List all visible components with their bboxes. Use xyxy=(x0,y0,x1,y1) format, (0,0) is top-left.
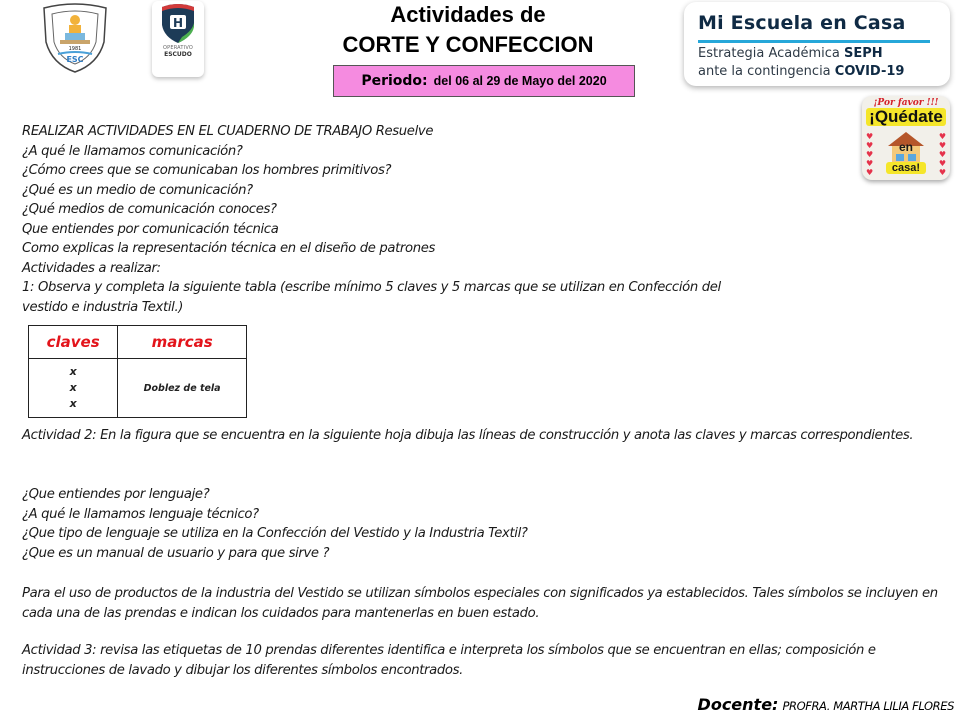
actividad3-paragraph: Actividad 3: revisa las etiquetas de 10 prendas diferentes identifica e interpreta los símbolos que se encuentran en ellas; composición e instrucciones de lavado y dibujar los diferentes símbolos encontrados. xyxy=(22,643,876,678)
svg-text:1981: 1981 xyxy=(68,46,82,52)
mec-heading: Mi Escuela en Casa xyxy=(698,12,906,34)
activity1-line: 1: Observa y completa la siguiente tabla (escribe mínimo 5 claves y 5 marcas que se utilizan en Confección del xyxy=(22,280,721,295)
hearts-right-icon: ♥ ♥ ♥ ♥ ♥ xyxy=(938,132,946,177)
claves-cell xyxy=(29,359,118,418)
question-line: Como explicas la representación técnica en el diseño de patrones xyxy=(22,241,435,256)
actividad2-paragraph: Actividad 2: En la figura que se encuentra en la siguiente hoja dibuja las líneas de construcción y anota las claves y marcas correspondientes. xyxy=(22,428,914,443)
question-line: ¿Cómo crees que se comunicaban los hombres primitivos? xyxy=(22,163,392,178)
activity1-line: vestido e industria Textil.) xyxy=(22,299,184,315)
table-header-row xyxy=(29,326,247,359)
mec-line1: Estrategia Académica SEPH xyxy=(698,46,883,61)
period-banner xyxy=(333,65,635,97)
page-title-line2: CORTE Y CONFECCION xyxy=(342,32,594,57)
instructions-section xyxy=(22,122,721,317)
docente-label: Docente: xyxy=(697,695,779,714)
docente-name: PROFRA. MARTHA LILIA FLORES xyxy=(782,699,954,713)
escudo-shield-icon xyxy=(152,1,204,45)
question-line: Que entiendes por comunicación técnica xyxy=(22,221,279,237)
clave-value: x xyxy=(69,365,77,378)
question-line: ¿A qué le llamamos lenguaje técnico? xyxy=(22,506,259,522)
period-value: del 06 al 29 de Mayo del 2020 xyxy=(433,74,607,88)
sticker-en: en xyxy=(898,140,913,154)
header-marcas: marcas xyxy=(118,326,247,359)
question-line: ¿Que es un manual de usuario y para que sirve ? xyxy=(22,545,330,561)
hearts-left-icon: ♥ ♥ ♥ ♥ ♥ xyxy=(866,132,874,177)
mi-escuela-en-casa-card xyxy=(684,2,950,86)
operativo-escudo-logo xyxy=(152,1,204,77)
school-crest-logo xyxy=(38,2,112,74)
sticker-casa: casa! xyxy=(886,162,926,174)
quedate-en-casa-sticker xyxy=(862,96,950,180)
crest-shield-icon xyxy=(38,2,112,74)
escudo-label-escudo: ESCUDO xyxy=(164,51,192,58)
claves-marcas-table xyxy=(28,325,247,418)
sticker-por-favor: ¡Por favor !!! xyxy=(873,98,939,108)
activities-heading: Actividades a realizar: xyxy=(22,260,161,276)
simbolos-paragraph: Para el uso de productos de la industria del Vestido se utilizan símbolos especiales con significados ya establecidos. Tales símbolos se incluyen en cada una de las prendas e indican los cuidados para mantenerlas en buen estado. xyxy=(22,586,938,621)
question-line: ¿Qué es un medio de comunicación? xyxy=(22,182,253,198)
escudo-label-operativo: OPERATIVO xyxy=(162,45,193,51)
mec-divider xyxy=(698,40,930,43)
svg-text:ESC: ESC xyxy=(66,55,84,64)
clave-value: x xyxy=(69,397,77,410)
question-line: ¿Que entiendes por lenguaje? xyxy=(22,487,210,502)
sticker-quedate: ¡Quédate xyxy=(866,108,946,126)
lenguaje-questions xyxy=(22,485,528,563)
clave-value: x xyxy=(69,381,77,394)
instruction-line: REALIZAR ACTIVIDADES EN EL CUADERNO DE TRABAJO Resuelve xyxy=(22,124,434,139)
header-claves: claves xyxy=(29,326,118,359)
question-line: ¿Que tipo de lenguaje se utiliza en la Confección del Vestido y la Industria Textil? xyxy=(22,526,528,541)
page-title-line1: Actividades de xyxy=(390,2,546,27)
svg-text:H: H xyxy=(172,16,184,30)
marcas-cell: Doblez de tela xyxy=(118,359,247,418)
question-line: ¿Qué medios de comunicación conoces? xyxy=(22,202,277,217)
docente-signature xyxy=(698,695,954,714)
table-row xyxy=(29,359,247,418)
period-label: Periodo: xyxy=(361,73,428,89)
question-line: ¿A qué le llamamos comunicación? xyxy=(22,143,243,159)
mec-line2: ante la contingencia COVID-19 xyxy=(698,64,905,79)
